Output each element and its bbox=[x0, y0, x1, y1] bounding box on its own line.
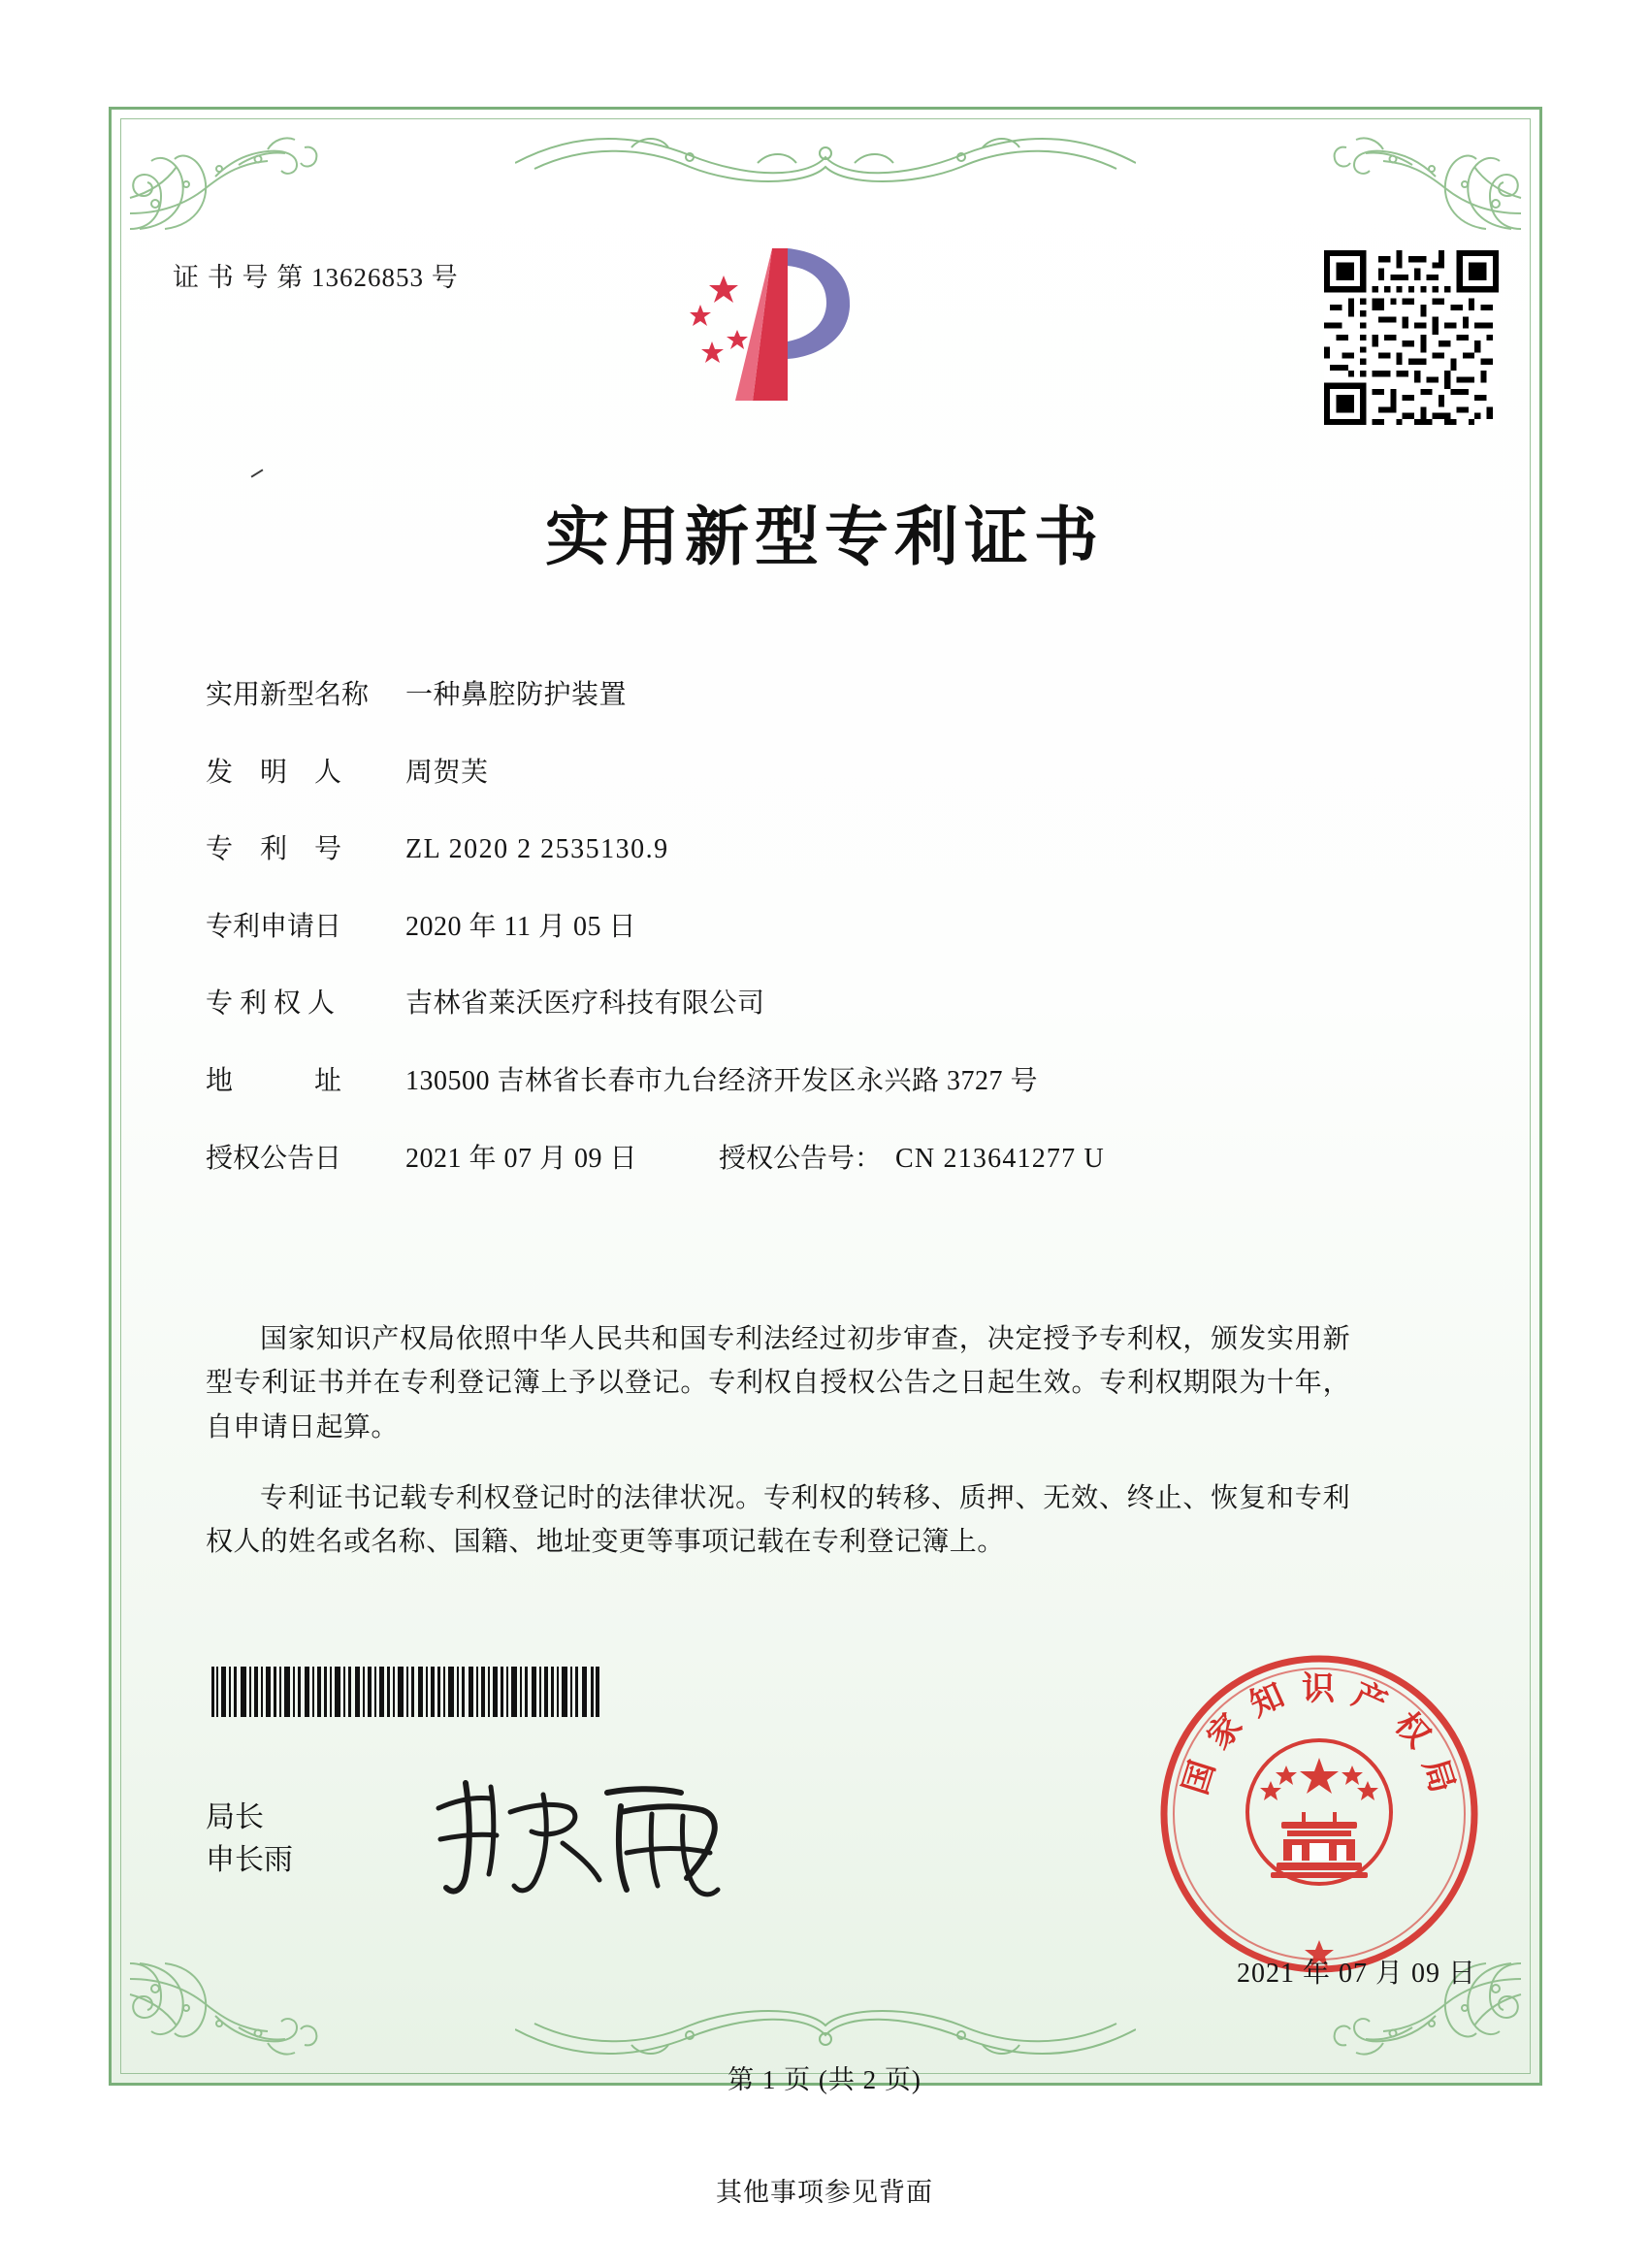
barcode-icon bbox=[211, 1667, 599, 1717]
field-row-patentee bbox=[206, 988, 1350, 1021]
field-label: 发 明 人 bbox=[206, 757, 342, 788]
field-label: 实用新型名称 bbox=[206, 680, 370, 710]
field-value: 130500 吉林省长春市九台经济开发区永兴路 3727 号 bbox=[405, 1065, 1039, 1096]
page-indicator: 第 1 页 (共 2 页) bbox=[728, 2065, 922, 2094]
field-row-application-date bbox=[206, 911, 1350, 944]
page-title: 实用新型专利证书 bbox=[545, 499, 1104, 574]
legal-text-block bbox=[206, 1290, 1350, 1586]
director-title: 局长 bbox=[206, 1801, 264, 1833]
signature-label-block bbox=[206, 1797, 293, 1881]
field-value: ZL 2020 2 2535130.9 bbox=[405, 834, 669, 865]
field-label-grant-number: 授权公告号： bbox=[719, 1143, 883, 1174]
legal-paragraph: 专利证书记载专利权登记时的法律状况。专利权的转移、质押、无效、终止、恢复和专利权人的姓名或名称、国籍、地址变更等事项记载在专利登记簿上。 bbox=[206, 1483, 1350, 1558]
official-red-seal-icon bbox=[1154, 1649, 1484, 1979]
certificate-fields bbox=[206, 679, 1350, 1219]
field-row-patent-number bbox=[206, 833, 1350, 866]
field-label-grant-date: 授权公告日 bbox=[206, 1143, 342, 1174]
field-label: 地 址 bbox=[206, 1065, 342, 1096]
back-side-note: 其他事项参见背面 bbox=[716, 2178, 933, 2207]
director-name: 申长雨 bbox=[206, 1843, 293, 1876]
field-value: 周贺芙 bbox=[405, 757, 489, 788]
qr-code-icon bbox=[1324, 250, 1499, 425]
field-label: 专 利 号 bbox=[206, 834, 342, 865]
field-label: 专利申请日 bbox=[206, 911, 342, 942]
svg-text:国 家 知 识 产 权 局: 国 家 知 识 产 权 局 bbox=[1176, 1669, 1463, 1799]
certificate-number: 证 书 号 第 13626853 号 bbox=[173, 263, 459, 292]
field-value: 2020 年 11 月 05 日 bbox=[405, 911, 636, 942]
field-row-grant-announcement bbox=[206, 1143, 1350, 1176]
field-label: 专 利 权 人 bbox=[206, 988, 336, 1020]
legal-paragraph: 国家知识产权局依照中华人民共和国专利法经过初步审查，决定授予专利权，颁发实用新型专利证书并在专利登记簿上予以登记。专利权自授权公告之日起生效。专利权期限为十年，自申请日起算。 bbox=[206, 1324, 1350, 1442]
field-row-inventor bbox=[206, 757, 1350, 790]
field-row-utility-model-name bbox=[206, 679, 1350, 712]
field-row-address bbox=[206, 1065, 1350, 1098]
patent-office-logo-icon bbox=[679, 241, 883, 410]
field-value: 一种鼻腔防护装置 bbox=[405, 680, 628, 710]
field-value-grant-date: 2021 年 07 月 09 日 bbox=[405, 1143, 638, 1174]
handwritten-signature-icon bbox=[427, 1767, 747, 1903]
field-value: 吉林省莱沃医疗科技有限公司 bbox=[405, 988, 765, 1020]
field-value-grant-number: CN 213641277 U bbox=[895, 1143, 1105, 1174]
seal-date: 2021 年 07 月 09 日 bbox=[1236, 1959, 1476, 1989]
